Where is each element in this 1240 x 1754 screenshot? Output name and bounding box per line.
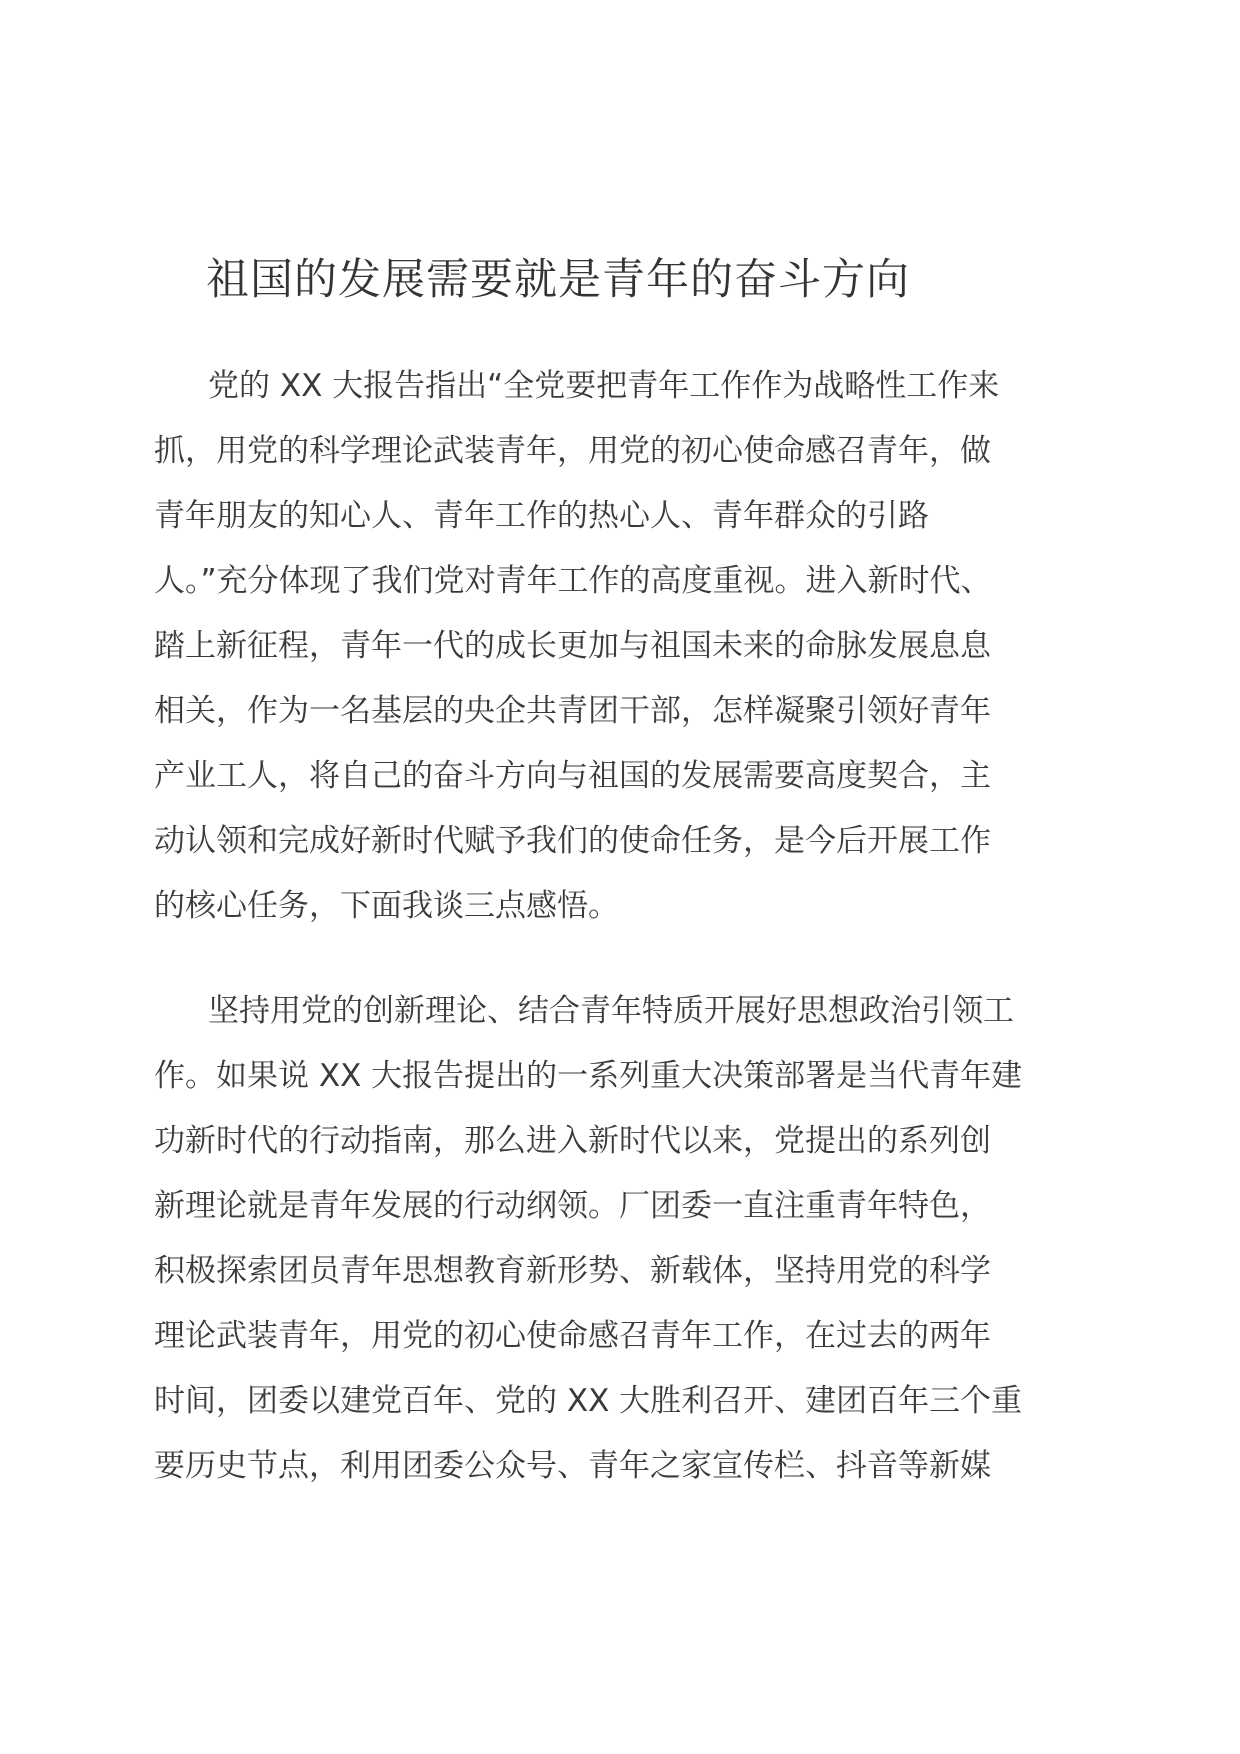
paragraph-line: 动认领和完成好新时代赋予我们的使命任务，是今后开展工作	[154, 823, 991, 859]
paragraph-line: 青年朋友的知心人、青年工作的热心人、青年群众的引路	[154, 498, 929, 534]
paragraph-line: 积极探索团员青年思想教育新形势、新载体，坚持用党的科学	[154, 1253, 991, 1289]
paragraph-1	[154, 354, 1094, 939]
document-title: 祖国的发展需要就是青年的奋斗方向	[206, 255, 910, 305]
paragraph-line: 功新时代的行动指南，那么进入新时代以来，党提出的系列创	[154, 1123, 991, 1159]
paragraph-line: 时间，团委以建党百年、党的 XX 大胜利召开、建团百年三个重	[154, 1383, 1023, 1419]
paragraph-line: 踏上新征程，青年一代的成长更加与祖国未来的命脉发展息息	[154, 628, 991, 664]
paragraph-line: 抓，用党的科学理论武装青年，用党的初心使命感召青年，做	[154, 433, 991, 469]
paragraph-line: 相关，作为一名基层的央企共青团干部，怎样凝聚引领好青年	[154, 693, 991, 729]
paragraph-line: 作。如果说 XX 大报告提出的一系列重大决策部署是当代青年建	[154, 1058, 1023, 1094]
paragraph-line: 新理论就是青年发展的行动纲领。厂团委一直注重青年特色，	[154, 1188, 991, 1224]
paragraph-line: 坚持用党的创新理论、结合青年特质开展好思想政治引领工	[208, 993, 1014, 1029]
paragraph-line: 党的 XX 大报告指出“全党要把青年工作作为战略性工作来	[208, 368, 1000, 404]
paragraph-line: 理论武装青年，用党的初心使命感召青年工作，在过去的两年	[154, 1318, 991, 1354]
paragraph-line: 人。”充分体现了我们党对青年工作的高度重视。进入新时代、	[154, 563, 992, 599]
paragraph-line: 产业工人，将自己的奋斗方向与祖国的发展需要高度契合，主	[154, 758, 991, 794]
paragraph-line: 的核心任务，下面我谈三点感悟。	[154, 888, 619, 924]
paragraph-line: 要历史节点，利用团委公众号、青年之家宣传栏、抖音等新媒	[154, 1448, 991, 1484]
paragraph-2	[154, 979, 1094, 1499]
